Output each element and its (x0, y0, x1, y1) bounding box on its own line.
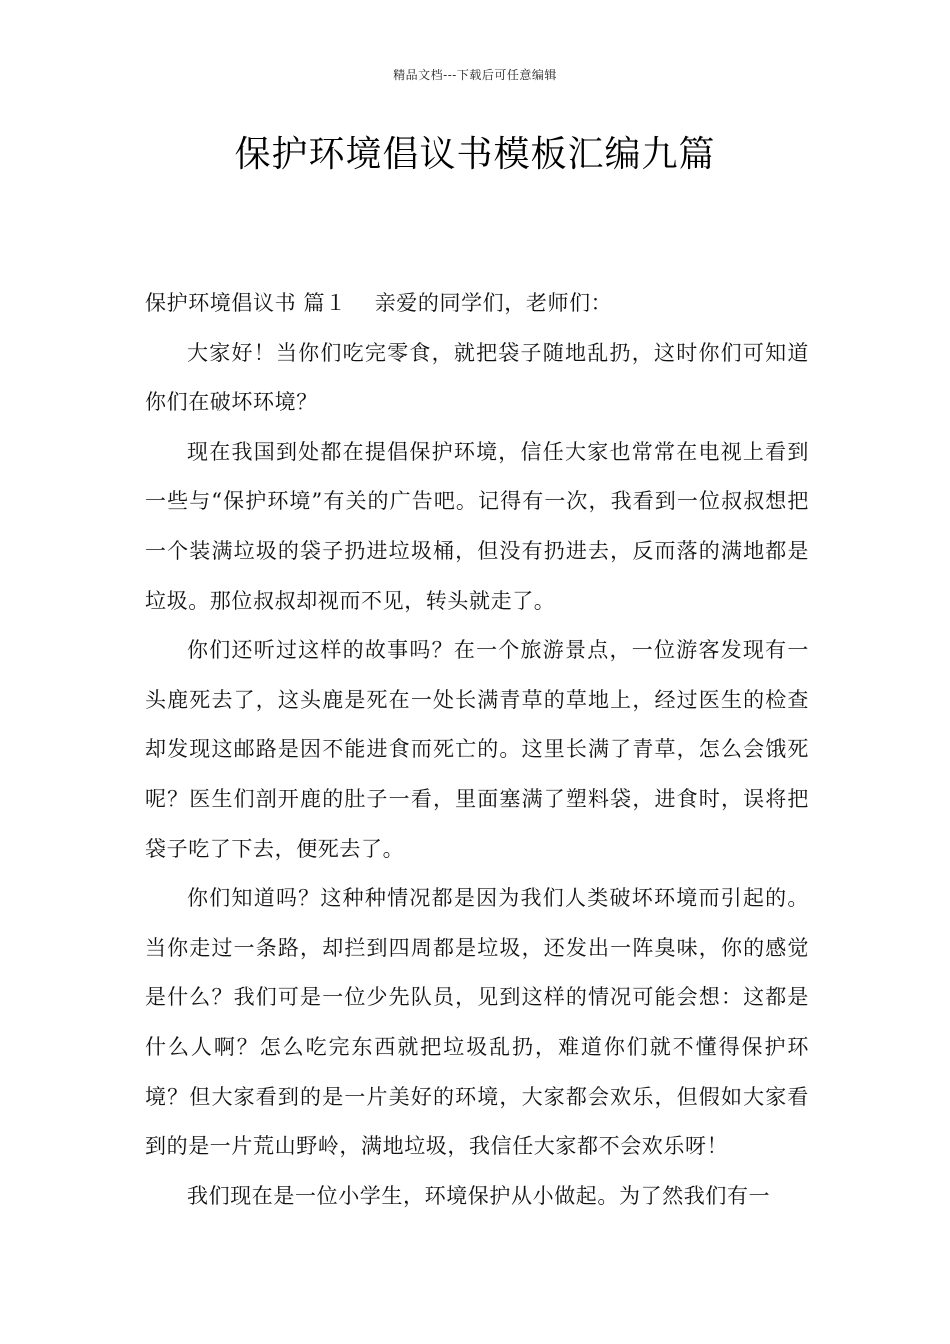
document-body (145, 279, 809, 1221)
section-label: 保护环境倡议书 篇１ (145, 291, 347, 315)
header-note: 精品文档---下载后可任意编辑 (393, 68, 557, 82)
paragraph: 大家好！当你们吃完零食，就把袋子随地乱扔，这时你们可知道你们在破坏环境？ (145, 340, 809, 415)
paragraph: 我们现在是一位小学生，环境保护从小做起。为了然我们有一 (187, 1183, 771, 1208)
paragraph: 你们知道吗？这种种情况都是因为我们人类破坏环境而引起的。当你走过一条路，却拦到四周都是垃圾，还发出一阵臭味，你的感觉是什么？我们可是一位少先队员，见到这样的情况可能会想：这都是什么人啊？怎么吃完东西就把垃圾乱扔，难道你们就不懂得保护环境？但大家看到的是一片美好的环境，大家都会欢乐，但假如大家看到的是一片荒山野岭，满地垃圾，我信任大家都不会欢乐呀！ (145, 886, 809, 1159)
document-title: 保护环境倡议书模板汇编九篇 (234, 134, 716, 175)
paragraph: 你们还听过这样的故事吗？在一个旅游景点，一位游客发现有一头鹿死去了，这头鹿是死在一处长满青草的草地上，经过医生的检查却发现这邮路是因不能进食而死亡的。这里长满了青草，怎么会饿死呢？医生们剖开鹿的肚子一看，里面塞满了塑料袋，进食时，误将把袋子吃了下去，便死去了。 (145, 638, 809, 861)
paragraph: 现在我国到处都在提倡保护环境，信任大家也常常在电视上看到一些与“保护环境”有关的广告吧。记得有一次，我看到一位叔叔想把一个装满垃圾的袋子扔进垃圾桶，但没有扔进去，反而落的满地都是垃圾。那位叔叔却视而不见，转头就走了。 (145, 439, 809, 613)
salutation: 亲爱的同学们，老师们： (374, 291, 613, 315)
opening-line (145, 279, 809, 329)
